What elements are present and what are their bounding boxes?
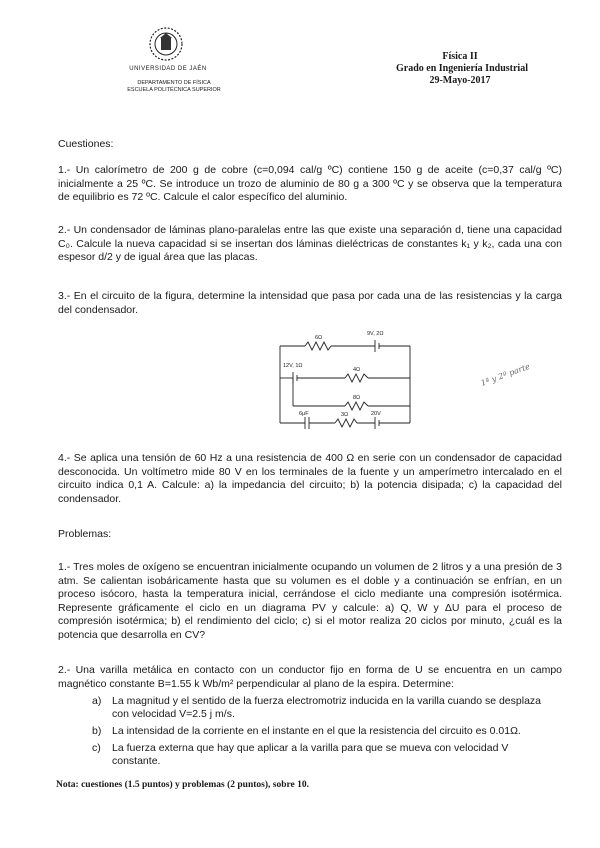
problem-2c: La fuerza externa que hay que aplicar a la varilla para que se mueva con velocidad V constante.	[112, 742, 509, 767]
subject-title: Física II	[442, 51, 478, 62]
label-src1: 9V, 2Ω	[367, 331, 384, 337]
question-2: 2.- Un condensador de láminas plano-paralelas entre las que existe una separación d, tiene una capacidad C₀. Calcule la nueva capacidad si se insertan dos láminas dieléctricas de constantes k₁ y k₂, cada una con espesor d/2 y de igual área que las placas.	[58, 224, 562, 263]
handwritten-note	[478, 352, 558, 392]
problem-1: 1.- Tres moles de oxígeno se encuentran inicialmente ocupando un volumen de 2 litros y a una presión de 3 atm. Se calientan isobáricamente hasta que su volumen es el doble y a continuación se enfrían, en un proceso isócoro, hasta la temperatura inicial, cerrándose el ciclo mediante una compresión isotérmica. Represente gráficamente el ciclo en un diagrama PV y calcule: a) Q, W y ΔU para el proceso de compresión isotérmica; b) el rendimiento del ciclo; c) si el motor realiza 20 ciclos por minuto, ¿cuál es la potencia que desarrolla en CV?	[58, 561, 562, 641]
label-r4: 3Ω	[341, 412, 349, 418]
cuestiones-heading: Cuestiones:	[58, 138, 114, 150]
problem-2: 2.- Una varilla metálica en contacto con un conductor fijo en forma de U se encuentra en un campo magnético constante B=1.55 k Wb/m² perpendicular al plano de la espira. Determine:	[58, 664, 562, 690]
problem-2a: La magnitud y el sentido de la fuerza electromotriz inducida en la varilla cuando se desplaza con velocidad V=2.5 j m/s.	[112, 695, 542, 720]
problemas-heading: Problemas:	[58, 528, 112, 540]
question-4: 4.- Se aplica una tensión de 60 Hz a una resistencia de 400 Ω en serie con un condensador de capacidad desconocida. Un voltímetro mide 80 V en los terminales de la fuente y un amperímetro intercalado en el circuito indica 0,1 A. Calcule: a) la impedancia del circuito; b) la potencia disipada; c) la capacidad del condensador.	[58, 452, 562, 505]
department-line-2: ESCUELA POLITÉCNICA SUPERIOR	[127, 87, 221, 93]
label-src3: 20V	[371, 411, 381, 417]
question-3: 3.- En el circuito de la figura, determine la intensidad que pasa por cada una de las resistencias y la carga del condensador.	[58, 290, 562, 316]
university-seal-icon	[148, 26, 184, 64]
label-cap: 6μF	[299, 411, 309, 417]
question-1: 1.- Un calorímetro de 200 g de cobre (c=0,094 cal/g ºC) contiene 150 g de aceite (c=0,37 cal/g ºC) inicialmente a 25 ºC. Se introduce un trozo de aluminio de 80 g a 300 ºC y se observa que la temperatura de equilibrio es 72 ºC. Calcule el calor específico del aluminio.	[58, 164, 562, 203]
grading-note: Nota: cuestiones (1.5 puntos) y problemas (2 puntos), sobre 10.	[56, 780, 309, 790]
label-r1: 6Ω	[315, 335, 323, 341]
circuit-diagram	[275, 326, 420, 441]
department-line-1: DEPARTAMENTO DE FÍSICA	[137, 80, 211, 86]
problem-2b: La intensidad de la corriente en el instante en el que la resistencia del circuito es 0.01Ω.	[112, 725, 521, 737]
label-src2: 12V, 1Ω	[283, 363, 303, 369]
exam-date: 29-Mayo-2017	[429, 75, 491, 86]
problem-2c-label: c)	[92, 742, 101, 754]
label-r2: 4Ω	[353, 367, 361, 373]
university-name: UNIVERSIDAD DE JAÉN	[129, 66, 207, 72]
handwritten-text: 1ª y 2ª parte	[479, 361, 532, 388]
label-r3: 8Ω	[353, 395, 361, 401]
problem-2b-label: b)	[92, 725, 102, 737]
degree-title: Grado en Ingeniería Industrial	[396, 63, 528, 74]
department	[120, 80, 228, 94]
problem-2a-label: a)	[92, 695, 102, 707]
